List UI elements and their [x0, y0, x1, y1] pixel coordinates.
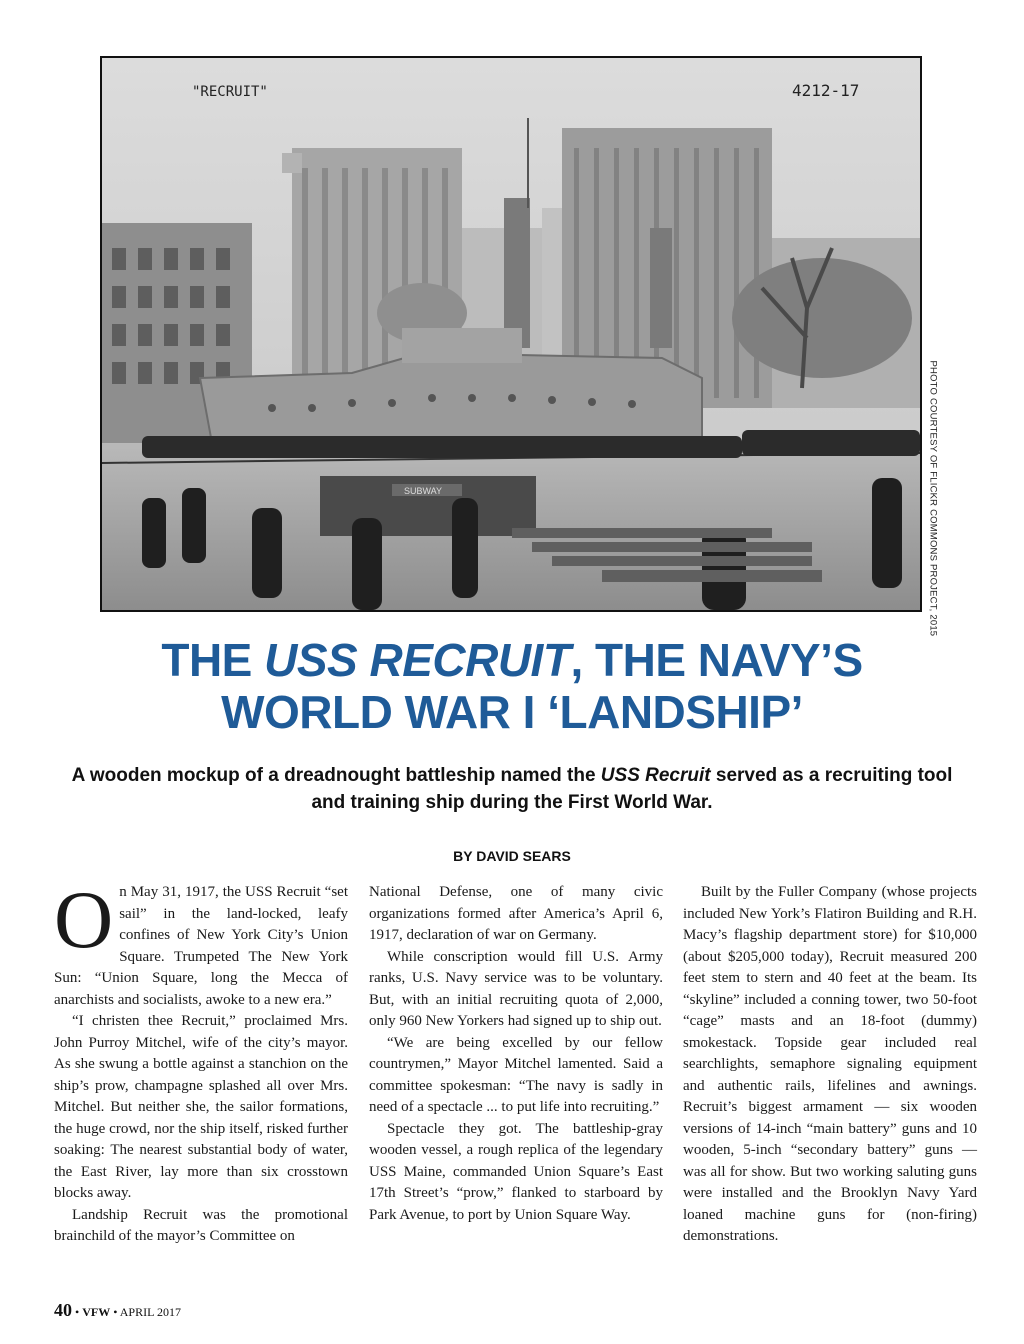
deck-a: A wooden mockup of a dreadnought battleship named the — [71, 765, 601, 786]
byline: BY DAVID SEARS — [453, 848, 571, 864]
photo-credit-text: PHOTO COURTESY OF FLICKR COMMONS PROJECT, 2015 — [927, 360, 939, 637]
photo-credit — [927, 360, 939, 637]
drop-cap: O — [54, 874, 114, 965]
subway-sign: SUBWAY — [404, 486, 443, 496]
article-headline — [60, 634, 964, 738]
paragraph-text: n May 31, 1917, the USS Recruit “set sail” in the land-locked, leafy confines of New York City’s Union Square. Trumpeted The New York Sun: “Union Square, long the Mecca of anarchists and socialists, awoke to a new era.” — [54, 884, 348, 1008]
paragraph: “I christen thee Recruit,” proclaimed Mrs. John Purroy Mitchel, wife of the city’s mayor. As she swung a bottle against a stanchion on the ship’s prow, champagne splashed all over Mrs. Mitchel. But neither she, the sailor formations, the huge crowd, nor the ship itself, risked further soaking: The nearest substantial body of water, the East River, lay more than six crosstown blocks away. — [54, 1013, 348, 1201]
paragraph: “We are being excelled by our fellow countrymen,” Mayor Mitchel lamented. Said a committee spokesman: “The navy is sadly in need of a spectacle ... to put life into recruiting.” — [369, 1034, 663, 1115]
photo-illustration — [102, 58, 920, 610]
photo-frame — [100, 56, 922, 612]
photo-caption-recruit: "RECRUIT" — [192, 84, 268, 100]
page-folio — [54, 1300, 181, 1321]
headline-line1-b: , THE NAVY’S — [570, 634, 863, 686]
folio-separator: • — [113, 1305, 118, 1319]
article-deck — [60, 762, 964, 816]
folio-separator: • — [75, 1305, 80, 1319]
paragraph: National Defense, one of many civic organizations formed after America’s April 6, 1917, declaration of war on Germany. — [369, 884, 663, 943]
page-number: 40 — [54, 1300, 72, 1320]
paragraph: Landship Recruit was the promotional brainchild of the mayor’s Committee on — [54, 1206, 348, 1244]
paragraph — [54, 874, 348, 1011]
photo-plate-number: 4212-17 — [792, 81, 860, 100]
deck-b: served as a recruiting tool and training ship during the First World War. — [311, 765, 953, 813]
paragraph: While conscription would fill U.S. Army ranks, U.S. Navy service was to be voluntary. But, with an initial recruiting quota of 2,000, only 960 New Yorkers had signed up to ship out. — [369, 948, 663, 1029]
paragraph: Spectacle they got. The battleship-gray wooden vessel, a rough replica of the legendary USS Maine, commanded Union Square’s East 17th Street’s “prow,” flanked to starboard by Park Avenue, to port by Union Square Way. — [369, 1120, 663, 1223]
headline-line1-a: THE — [161, 634, 265, 686]
body-column-2 — [369, 882, 663, 1226]
headline-line2: WORLD WAR I ‘LANDSHIP’ — [221, 686, 803, 738]
paragraph: Built by the Fuller Company (whose projects included New York’s Flatiron Building and R.H. Macy’s flagship department store) for $10,000 (about $205,000 today), Recruit measured 200 feet stem to stern and 40 feet at the beam. Its “skyline” included a conning tower, two 50-foot “cage” masts and an 18-foot (dummy) smokestack. Topside gear included real searchlights, semaphore signaling equipment and authentic rails, lifelines and awnings. Recruit’s biggest armament — six wooden versions of 14-inch “main battery” guns and 10 wooden, 5-inch “secondary battery” guns — was all for show. But two working saluting guns were installed and the Brooklyn Navy Yard loaned machine guns for (non-firing) demonstrations. — [683, 884, 977, 1244]
body-column-1 — [54, 874, 348, 1248]
issue-date: APRIL 2017 — [119, 1305, 181, 1319]
deck-italic: USS Recruit — [600, 765, 711, 786]
magazine-name: VFW — [82, 1305, 111, 1319]
headline-line1-italic: USS RECRUIT — [264, 634, 571, 686]
uss-recruit-photo — [102, 58, 920, 610]
body-column-3 — [683, 882, 977, 1248]
